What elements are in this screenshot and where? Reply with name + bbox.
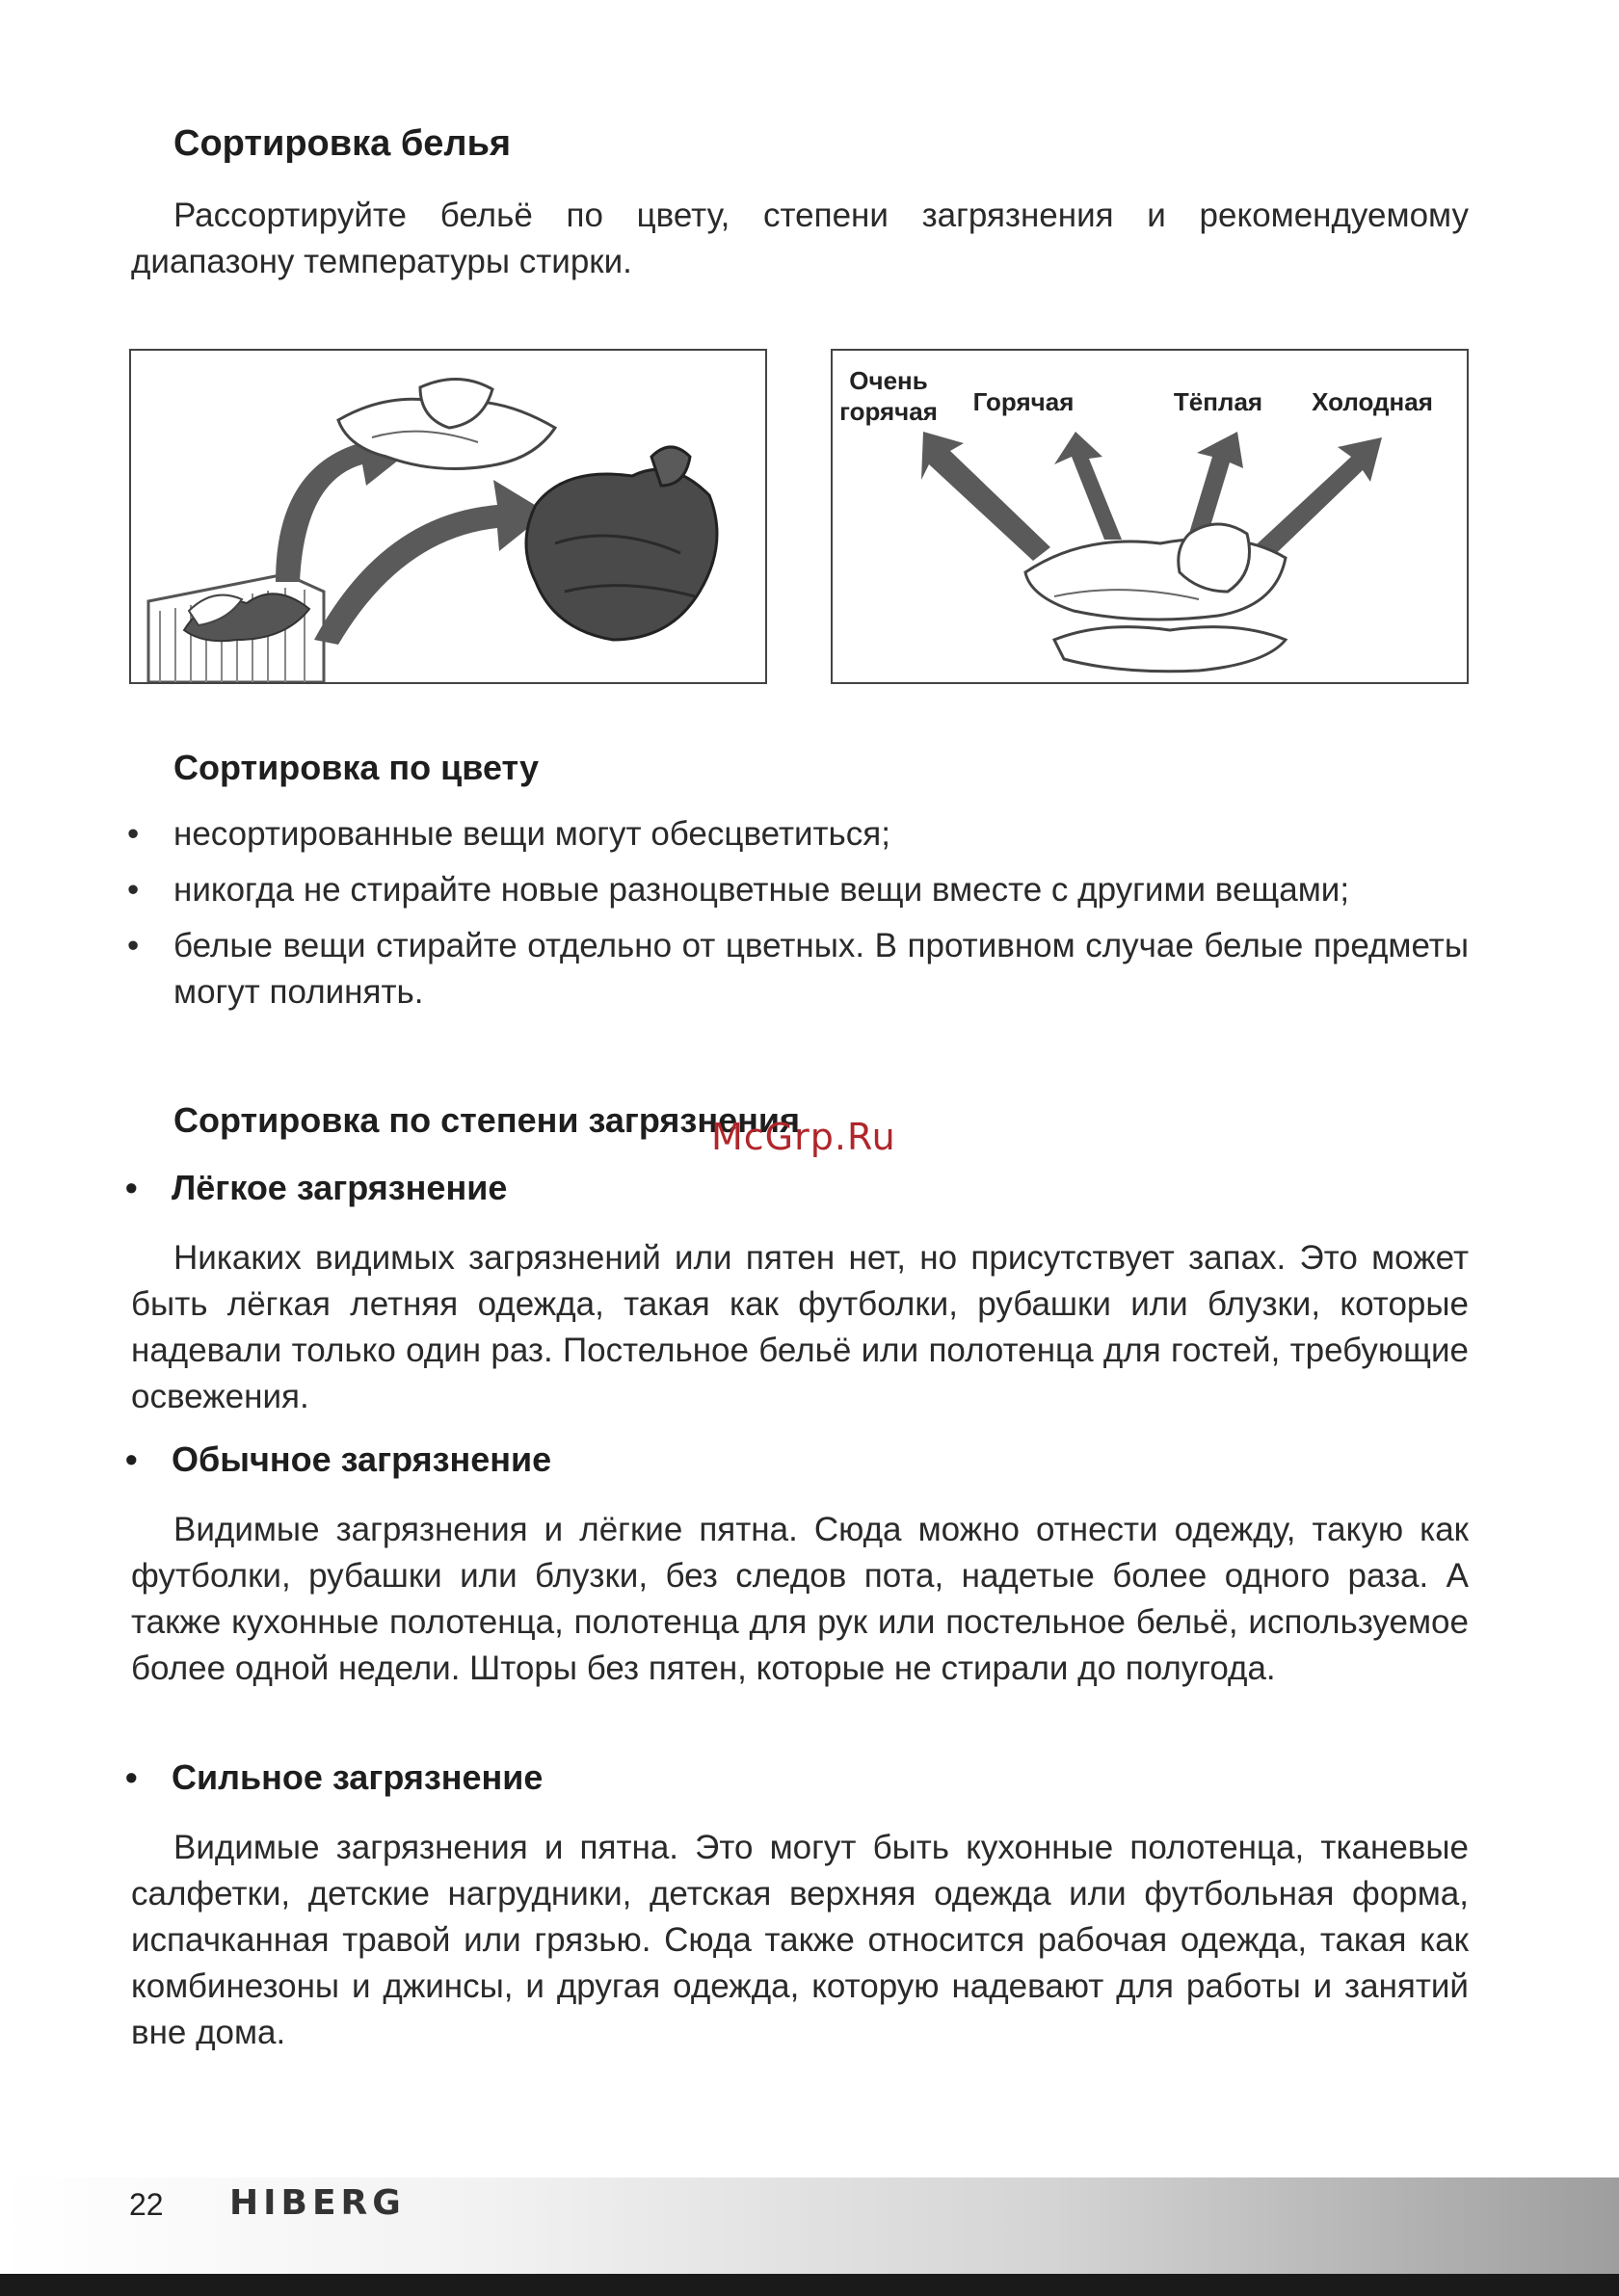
list-item: • никогда не стирайте новые разноцветные вещи вместе с другими вещами; bbox=[127, 871, 1350, 909]
temp-label-very-hot-2: горячая bbox=[839, 397, 938, 426]
heavy-soil-text: Видимые загрязнения и пятна. Это могут быть кухонные полотенца, тканевые салфетки, детские нагрудники, детская верхняя одежда или футбольная форма, испачканная травой или грязью. Сюда также относится рабочая одежда, такая как комбинезоны и джинсы, и другая одежда, которую надевают для работы и занятий вне дома. bbox=[131, 1829, 1469, 2051]
intro-paragraph: Рассортируйте бельё по цвету, степени загрязнения и рекомендуемому диапазону температуры стирки. bbox=[131, 197, 1469, 280]
bottom-divider bbox=[0, 2274, 1619, 2296]
sorting-basket-illustration bbox=[129, 349, 767, 684]
temperature-sorting-illustration bbox=[831, 349, 1469, 684]
list-item: • несортированные вещи могут обесцветиться; bbox=[127, 815, 890, 853]
temp-label-warm: Тёплая bbox=[1173, 387, 1263, 416]
list-item: • белые вещи стирайте отдельно от цветных. В противном случае белые предметы могут полинять. bbox=[127, 927, 1469, 1011]
color-sort-title: Сортировка по цвету bbox=[173, 748, 540, 787]
normal-soil-text: Видимые загрязнения и лёгкие пятна. Сюда можно отнести одежду, такую как футболки, рубашки или блузки, без следов пота, надетые более одного раза. А также кухонные полотенца, полотенца для рук или постельное бельё, используемое более одной недели. Шторы без пятен, которые не стирали до полугода. bbox=[131, 1511, 1469, 1687]
white-laundry-pile-icon bbox=[1025, 524, 1286, 672]
light-soil-text: Никаких видимых загрязнений или пятен нет, но присутствует запах. Это может быть лёгкая летняя одежда, такая как футболки, рубашки или блузки, которые надевали только один раз. Постельное бельё или полотенца для гостей, требующие освежения. bbox=[131, 1239, 1469, 1415]
temp-label-very-hot-1: Очень bbox=[849, 366, 928, 395]
normal-soil-heading: • Обычное загрязнение bbox=[125, 1439, 552, 1479]
arrow-right-icon bbox=[314, 480, 547, 645]
watermark: McGrp.Ru bbox=[711, 1116, 896, 1158]
page-number: 22 bbox=[129, 2187, 164, 2222]
brand-logo: HIBERG bbox=[229, 2183, 406, 2223]
color-sort-list bbox=[125, 811, 1469, 1025]
arrow-very-hot-icon bbox=[921, 432, 1050, 561]
light-soil-heading: • Лёгкое загрязнение bbox=[125, 1168, 508, 1207]
heavy-soil-heading: • Сильное загрязнение bbox=[125, 1757, 544, 1797]
soil-sort-title: Сортировка по степени загрязнения bbox=[173, 1100, 800, 1140]
temp-label-cold: Холодная bbox=[1312, 387, 1433, 416]
section-heading: Сортировка белья bbox=[173, 123, 512, 164]
laundry-basket-icon bbox=[148, 574, 324, 682]
arrow-hot-icon bbox=[1054, 432, 1122, 540]
dark-laundry-icon bbox=[526, 447, 717, 640]
temp-label-hot: Горячая bbox=[972, 387, 1075, 416]
